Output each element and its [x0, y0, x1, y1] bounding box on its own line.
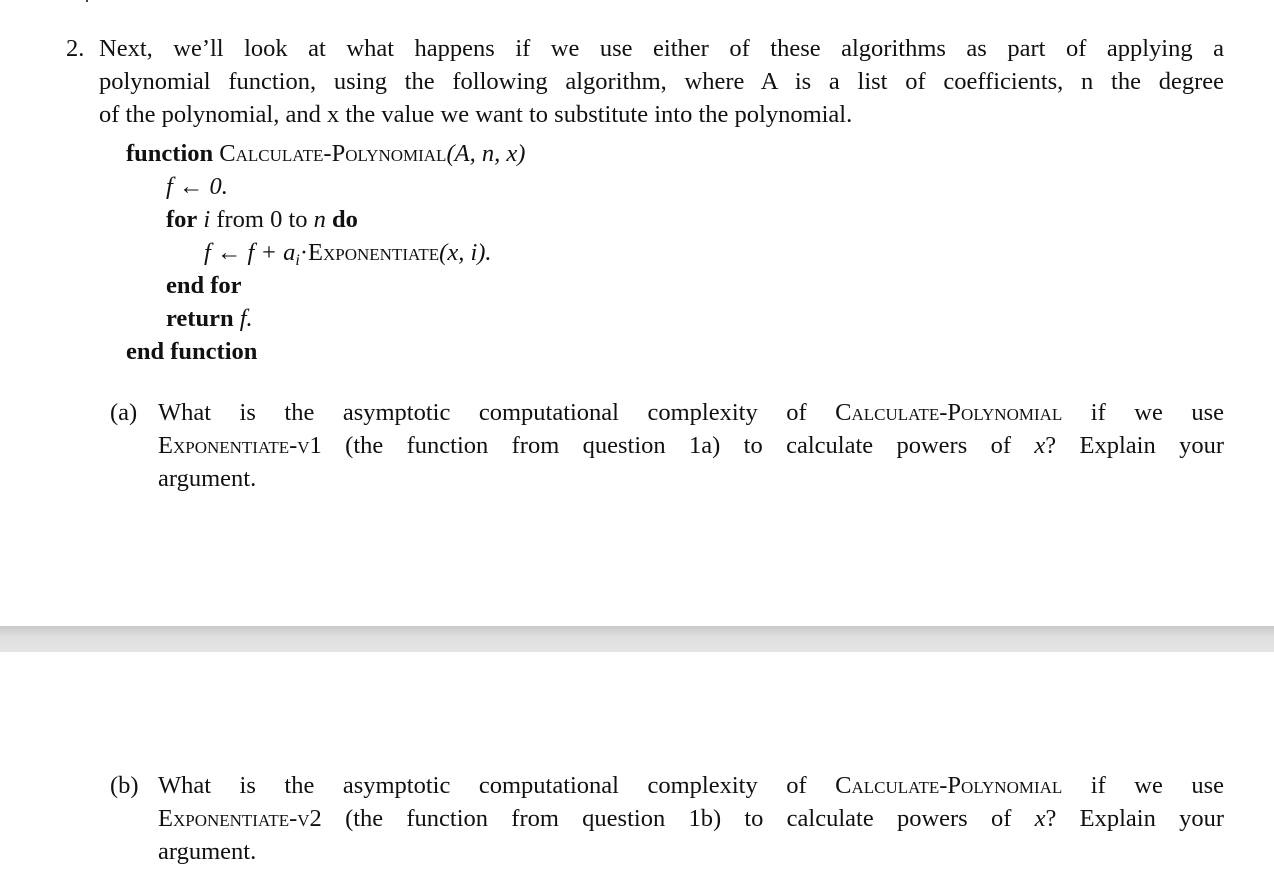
body-func: Exponentiate — [308, 239, 440, 266]
page-edge-mark — [86, 0, 88, 2]
kw-function: function — [126, 140, 214, 167]
question-line-2: polynomial function, using the following algorithm, where A is a list of coefficients, n the degree — [99, 68, 1224, 95]
part-a-line-3: argument. — [158, 465, 257, 492]
part-a-line-2: Exponentiate-v1 (the function from question 1a) to calculate powers of x? Explain your — [158, 432, 1224, 459]
part-a-line-1: What is the asymptotic computational complexity of Calculate-Polynomial if we use — [158, 399, 1224, 426]
part-b-line-1: What is the asymptotic computational complexity of Calculate-Polynomial if we use — [158, 772, 1224, 799]
loop-end: n — [313, 206, 326, 233]
kw-for: for — [166, 206, 198, 233]
page-separator — [0, 626, 1274, 652]
body-sub: i — [295, 252, 300, 269]
return-val: f. — [239, 305, 253, 332]
part-b-line-2: Exponentiate-v2 (the function from question 1b) to calculate powers of x? Explain your — [158, 805, 1224, 832]
kw-return: return — [166, 305, 234, 332]
part-a-label: (a) — [110, 399, 138, 426]
kw-end-function: end function — [126, 338, 258, 365]
kw-do: do — [332, 206, 358, 233]
algo-return — [166, 302, 253, 335]
document-page-bottom — [0, 652, 1274, 880]
question-number: 2. — [66, 35, 85, 62]
loop-range: from 0 to — [216, 206, 308, 233]
body-dot: · — [299, 239, 309, 266]
loop-var: i — [203, 206, 211, 233]
body-args: (x, i). — [439, 239, 492, 266]
question-line-1: Next, we’ll look at what happens if we use either of these algorithms as part of applying a — [99, 35, 1224, 62]
algo-init: f ← 0. — [166, 173, 228, 200]
algo-header — [126, 137, 525, 170]
kw-end-for: end for — [166, 272, 242, 299]
algo-name: Calculate-Polynomial — [219, 140, 447, 167]
part-b-line-3: argument. — [158, 838, 257, 865]
algo-for-line — [166, 203, 358, 236]
body-expr: f ← f + a — [204, 239, 296, 266]
algo-body — [204, 236, 492, 277]
question-line-3: of the polynomial, and x the value we want to substitute into the polynomial. — [99, 101, 853, 128]
algo-params: (A, n, x) — [446, 140, 526, 167]
part-b-label: (b) — [110, 772, 139, 799]
